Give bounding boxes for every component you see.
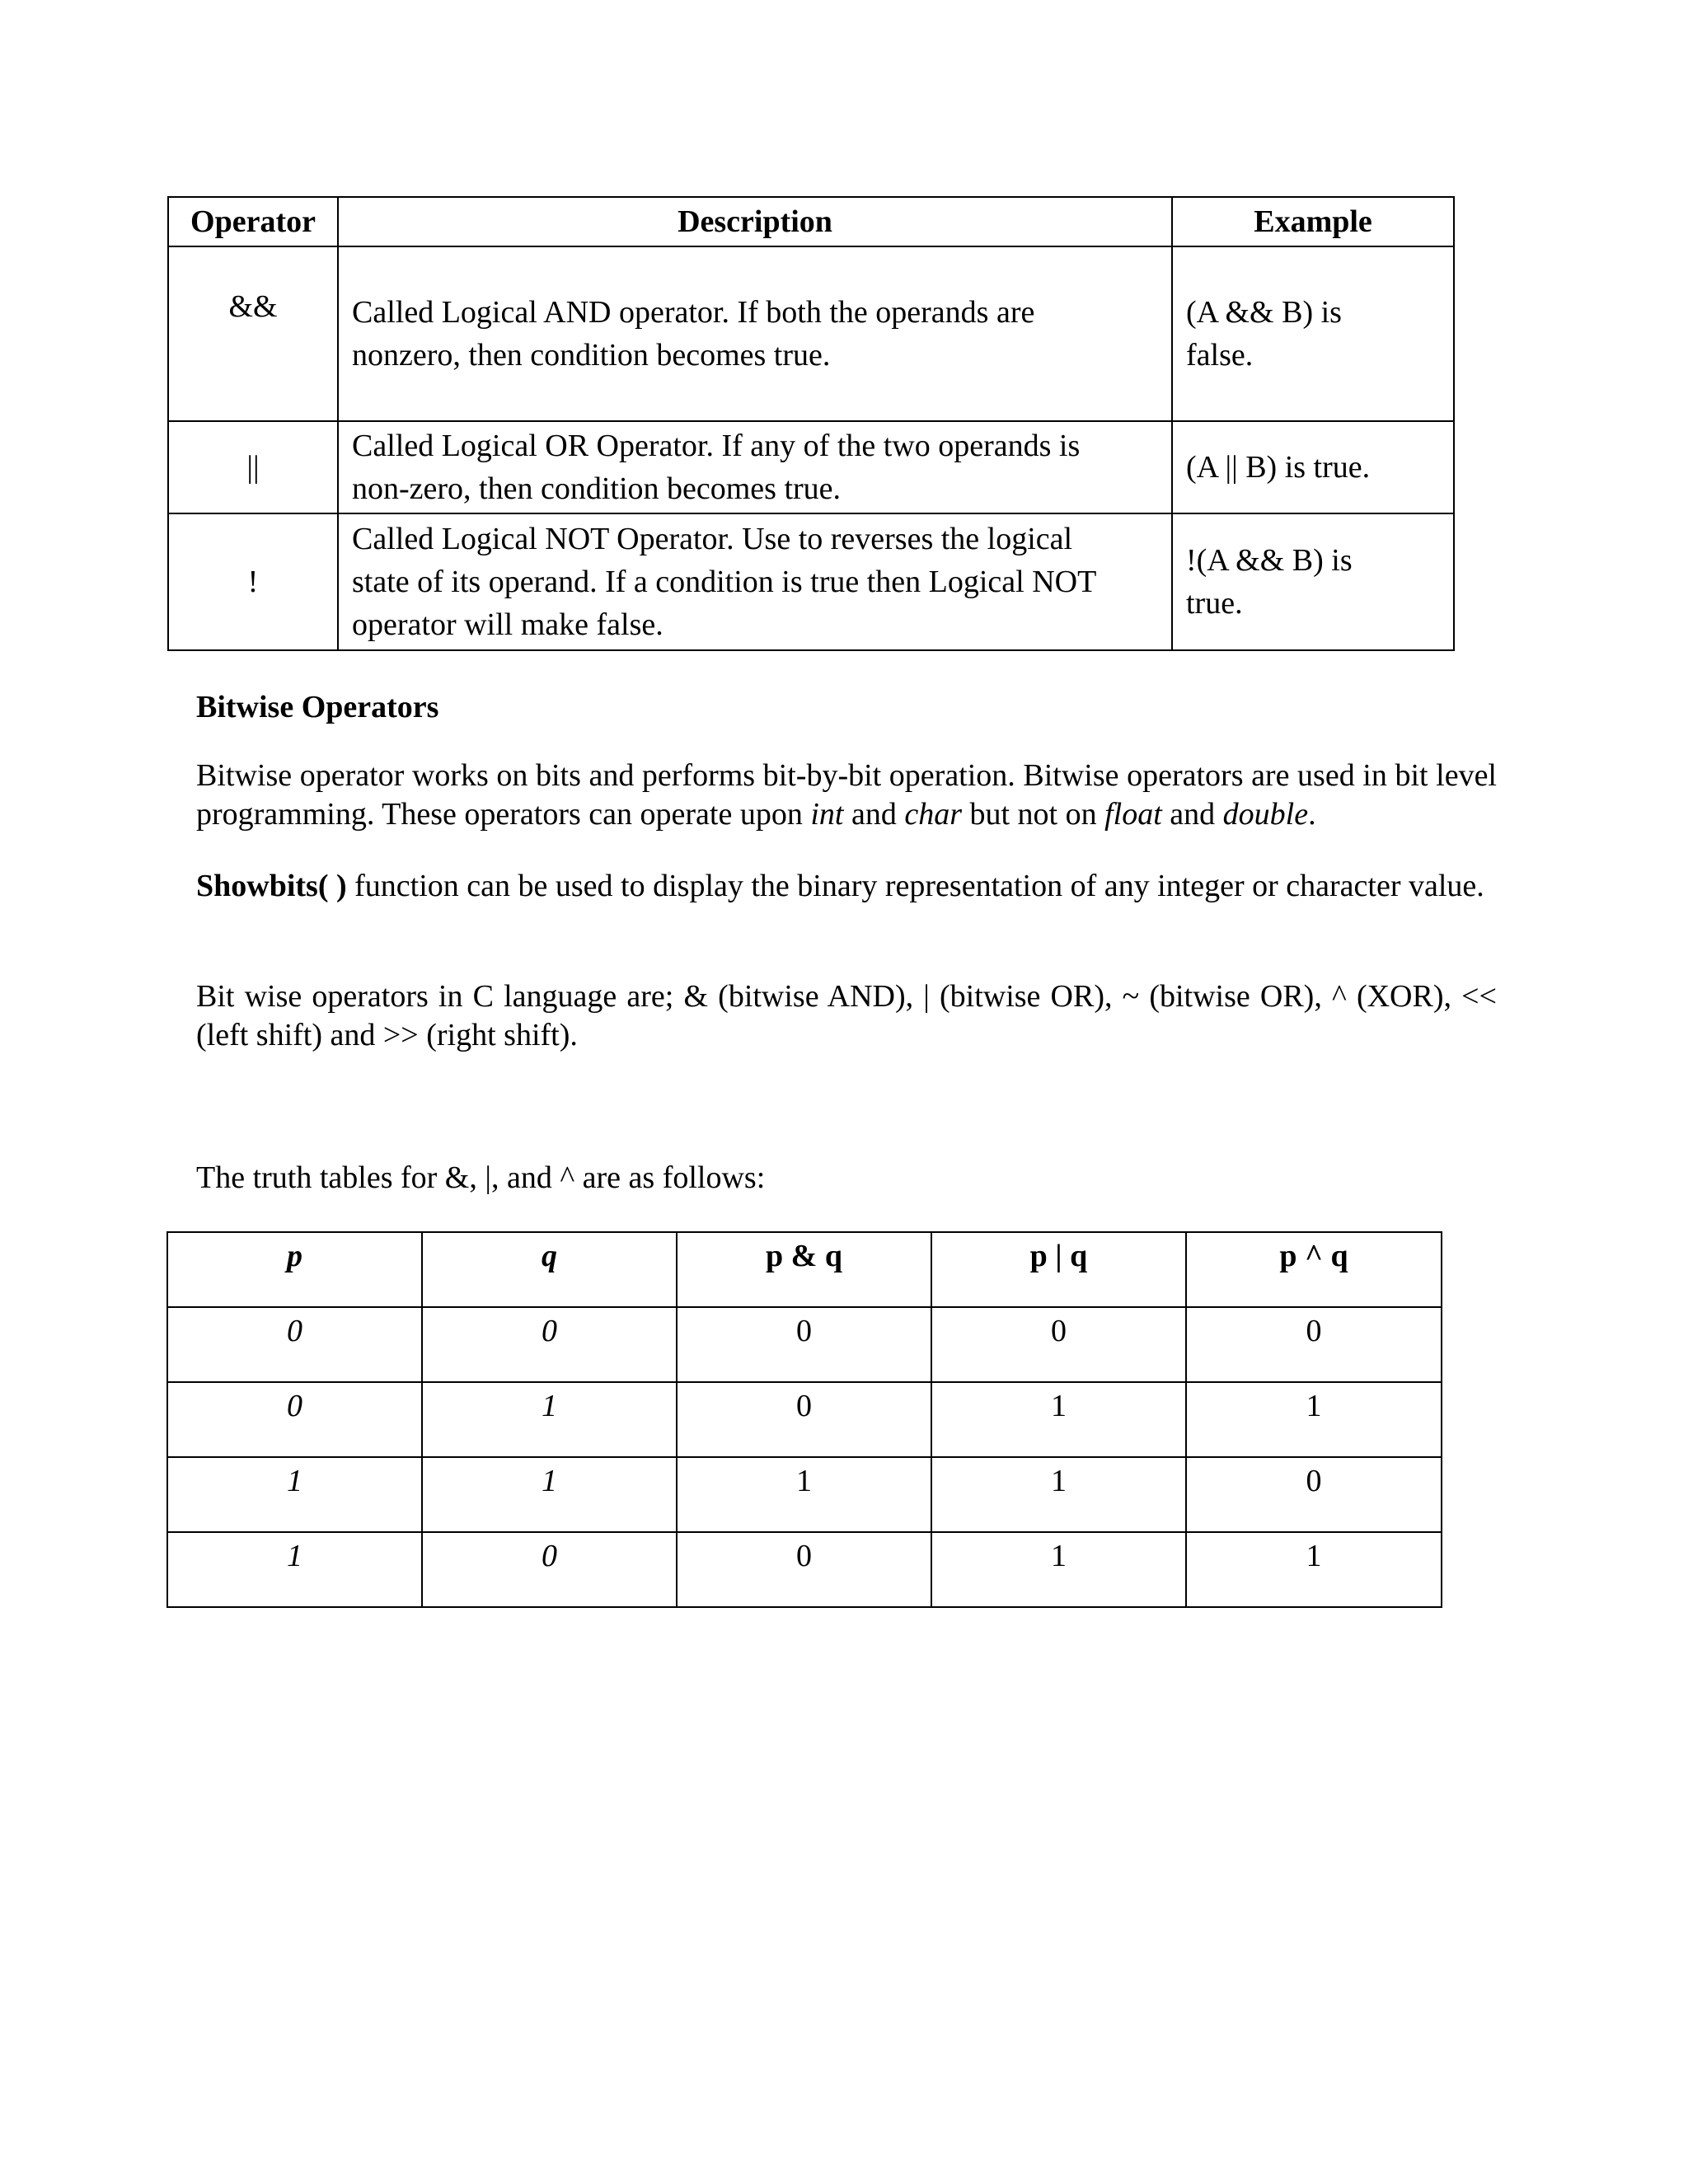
header-p: p (167, 1232, 422, 1307)
paragraph-text: function can be used to display the binary representation of any integer or character value. (346, 869, 1484, 903)
header-example: Example (1172, 197, 1454, 246)
logical-operators-table (167, 196, 1455, 651)
example-cell (1172, 421, 1454, 513)
description-line: non-zero, then condition becomes true. (352, 471, 842, 506)
table-cell: 0 (677, 1532, 931, 1607)
header-description: Description (338, 197, 1172, 246)
description-line: Called Logical OR Operator. If any of the two operands is (352, 429, 1081, 463)
table-cell: 0 (1186, 1307, 1442, 1382)
table-cell: 1 (1186, 1382, 1442, 1457)
table-header-row (168, 197, 1454, 246)
table-cell: 0 (422, 1307, 677, 1382)
table-cell: 0 (677, 1382, 931, 1457)
description-line: Called Logical NOT Operator. Use to reverses the logical (352, 522, 1073, 556)
example-line: (A || B) is true. (1186, 450, 1371, 485)
description-line: Called Logical AND operator. If both the operands are (352, 295, 1035, 330)
table-cell: 1 (931, 1382, 1186, 1457)
header-q: q (422, 1232, 677, 1307)
table-cell: 1 (167, 1457, 422, 1532)
table-cell: 1 (422, 1382, 677, 1457)
description-cell (338, 246, 1172, 421)
table-cell: 0 (1186, 1457, 1442, 1532)
description-cell (338, 513, 1172, 650)
truth-table-intro: The truth tables for &, |, and ^ are as follows: (196, 1160, 766, 1195)
table-cell: 0 (931, 1307, 1186, 1382)
keyword-int: int (810, 797, 844, 832)
bitwise-intro-paragraph (196, 757, 1497, 834)
table-row (167, 1382, 1442, 1457)
header-p-and-q: p & q (677, 1232, 931, 1307)
description-line: nonzero, then condition becomes true. (352, 338, 831, 373)
table-row (168, 246, 1454, 421)
table-cell: 0 (677, 1307, 931, 1382)
keyword-char: char (904, 797, 962, 832)
paragraph-text: but not on (961, 797, 1105, 832)
header-p-xor-q: p ^ q (1186, 1232, 1442, 1307)
table-cell: 1 (931, 1457, 1186, 1532)
example-line: false. (1186, 338, 1254, 373)
description-line: operator will make false. (352, 607, 663, 642)
description-line: state of its operand. If a condition is true then Logical NOT (352, 565, 1097, 599)
example-cell (1172, 513, 1454, 650)
operator-cell: ! (168, 513, 338, 650)
table-row (168, 421, 1454, 513)
paragraph-text: and (843, 797, 905, 832)
table-cell: 1 (931, 1532, 1186, 1607)
table-cell: 1 (422, 1457, 677, 1532)
operators-list-paragraph: Bit wise operators in C language are; & (bitwise AND), | (bitwise OR), ~ (bitwise OR), ^ (XOR), << (left shift) and >> (right shift). (196, 979, 1497, 1052)
showbits-function-name: Showbits( ) (196, 869, 347, 903)
showbits-paragraph (196, 867, 1497, 906)
example-line: (A && B) is (1186, 295, 1342, 330)
table-cell: 0 (167, 1307, 422, 1382)
table-cell: 0 (422, 1532, 677, 1607)
description-cell (338, 421, 1172, 513)
table-row (167, 1532, 1442, 1607)
example-line: true. (1186, 586, 1243, 621)
header-operator: Operator (168, 197, 338, 246)
truth-table (166, 1231, 1442, 1608)
table-cell: 0 (167, 1382, 422, 1457)
example-cell (1172, 246, 1454, 421)
table-row (167, 1457, 1442, 1532)
keyword-double: double (1222, 797, 1309, 832)
paragraph-text: . (1308, 797, 1316, 832)
table-cell: 1 (167, 1532, 422, 1607)
section-heading: Bitwise Operators (196, 690, 439, 724)
truth-table-header-row (167, 1232, 1442, 1307)
table-row (168, 513, 1454, 650)
operator-cell: && (168, 246, 338, 421)
table-cell: 1 (1186, 1532, 1442, 1607)
paragraph-text: Bitwise operator works on bits and performs bit-by-bit operation. Bitwise operators are used in bit level programming. These operators can operate upon (196, 758, 1497, 832)
example-line: !(A && B) is (1186, 543, 1353, 578)
keyword-float: float (1104, 797, 1162, 832)
header-p-or-q: p | q (931, 1232, 1186, 1307)
table-row (167, 1307, 1442, 1382)
table-cell: 1 (677, 1457, 931, 1532)
operator-cell: || (168, 421, 338, 513)
paragraph-text: and (1161, 797, 1223, 832)
